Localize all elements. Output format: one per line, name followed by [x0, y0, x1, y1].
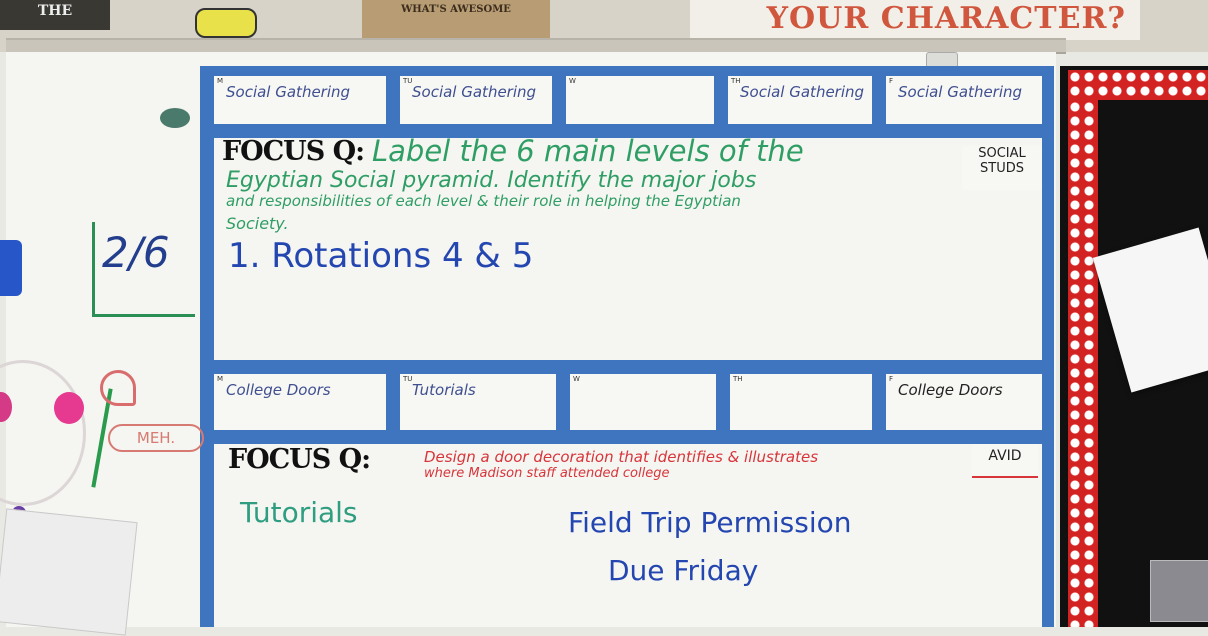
day-label: W — [573, 375, 580, 383]
day-activity: Social Gathering — [898, 83, 1023, 101]
day-box-fri — [886, 76, 1042, 124]
subject-tag-social-studies — [962, 146, 1042, 190]
day-label: M — [217, 375, 224, 383]
tape-div — [714, 66, 728, 130]
focus-q-label: FOCUS Q: — [228, 444, 371, 475]
day-activity: Social Gathering — [412, 83, 537, 101]
avid-question-line2: where Madison staff attended college — [424, 466, 670, 481]
tape-div — [872, 366, 886, 436]
character-banner: YOUR CHARACTER? — [690, 0, 1140, 40]
tape-div — [716, 366, 730, 436]
polka-border-left — [1068, 100, 1098, 627]
subject-tag-avid: AVID — [972, 444, 1038, 478]
day-label: M — [217, 77, 224, 85]
tape-left — [200, 66, 214, 627]
day-box-fri — [886, 374, 1042, 430]
day-box-thu — [728, 76, 872, 124]
tape-div — [386, 366, 400, 436]
tape-div — [552, 66, 566, 130]
day-box-wed — [570, 374, 716, 430]
day-activity: Tutorials — [412, 381, 476, 399]
pinned-drawing — [0, 508, 138, 635]
day-activity: College Doors — [226, 381, 331, 399]
tape-div — [386, 66, 400, 130]
avid-question-line1: Design a door decoration that identifies & illustrates — [424, 448, 819, 466]
focus-q-label: FOCUS Q: — [222, 136, 365, 167]
day-activity: Social Gathering — [740, 83, 865, 101]
day-activity: Social Gathering — [226, 83, 351, 101]
day-box-mon — [214, 76, 386, 124]
note-line2: Due Friday — [608, 554, 759, 587]
day-label: F — [889, 77, 894, 85]
tape-mid-1 — [200, 360, 1054, 374]
tape-div — [556, 366, 570, 436]
polka-border-top — [1068, 70, 1208, 100]
tape-div — [872, 66, 886, 130]
day-box-mon — [214, 374, 386, 430]
day-box-tue — [400, 374, 556, 430]
day-label: TU — [403, 375, 413, 383]
day-box-tue — [400, 76, 552, 124]
skull-eye — [54, 392, 84, 424]
day-label: W — [569, 77, 576, 85]
day-box-thu — [730, 374, 872, 430]
focus-question-line2: Egyptian Social pyramid. Identify the major jobs — [226, 168, 757, 193]
tape-right — [1042, 66, 1054, 627]
focus-question-line1: Label the 6 main levels of the — [372, 134, 804, 168]
day-label: TH — [733, 375, 743, 383]
date: 2/6 — [102, 228, 170, 277]
subject-tag-line1: SOCIAL — [978, 146, 1026, 161]
flower-doodle — [100, 370, 136, 406]
magnet-clip — [160, 108, 190, 128]
wall-sign-left: THE — [0, 0, 110, 30]
meh-doodle: MEH. — [108, 424, 204, 452]
day-label: F — [889, 375, 894, 383]
tape-top-1 — [200, 66, 1054, 76]
day-box-wed — [566, 76, 714, 124]
clear-organizer — [1150, 560, 1208, 622]
wood-sign: WHAT'S AWESOME — [362, 0, 550, 40]
dry-erase-marker — [0, 240, 22, 296]
focus-question-line3: and responsibilities of each level & their role in helping the Egyptian — [226, 192, 741, 210]
day-label: TH — [731, 77, 741, 85]
focus-question-line4: Society. — [226, 214, 289, 233]
agenda-item: 1. Rotations 4 & 5 — [228, 236, 534, 276]
day-activity: College Doors — [898, 381, 1003, 399]
note-line1: Field Trip Permission — [568, 506, 852, 539]
avid-agenda: Tutorials — [240, 496, 358, 529]
day-label: TU — [403, 77, 413, 85]
tape-mid-2 — [200, 430, 1054, 444]
tape-measure-toy — [195, 8, 257, 38]
subject-tag-line2: STUDS — [980, 161, 1024, 176]
